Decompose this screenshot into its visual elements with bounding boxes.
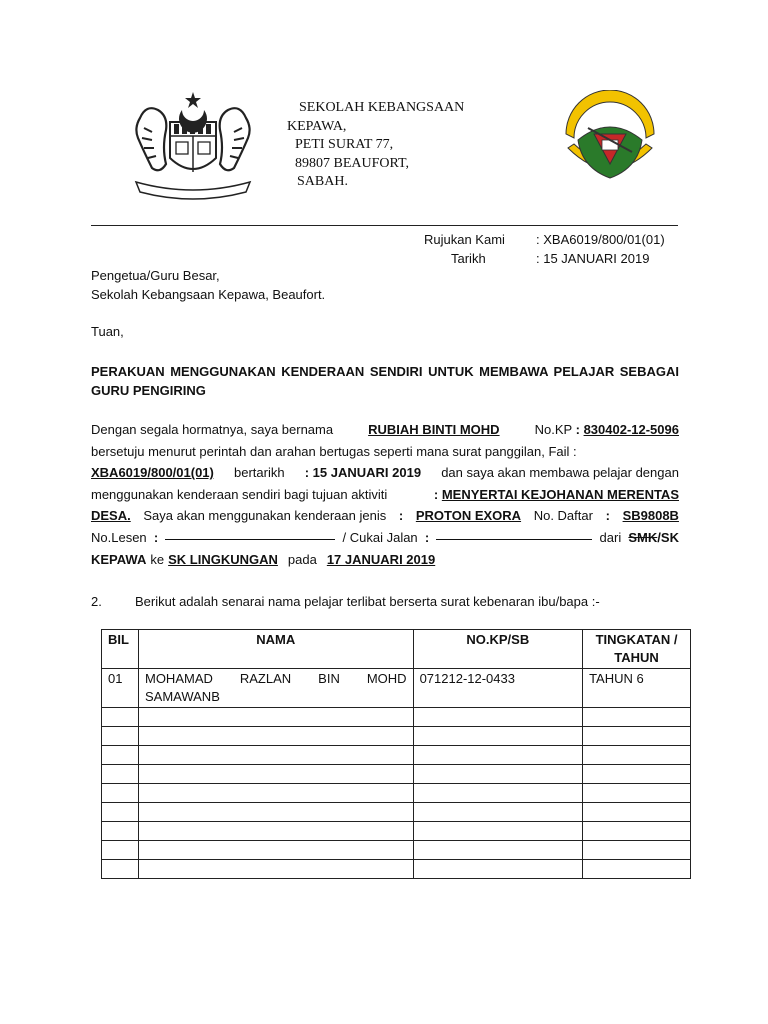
ref-label: Rujukan Kami	[424, 232, 505, 247]
kp-colon: :	[575, 422, 580, 437]
table-row-empty	[102, 708, 691, 727]
on-label: pada	[287, 551, 317, 567]
table-row-empty	[102, 860, 691, 879]
empty-cell[interactable]	[102, 841, 139, 860]
empty-cell[interactable]	[138, 841, 413, 860]
date-value: : 15 JANUARI 2019	[536, 251, 650, 266]
roadtax-blank[interactable]	[436, 527, 592, 540]
para-text	[91, 441, 679, 463]
table-row-empty	[102, 746, 691, 765]
coat-of-arms-icon	[122, 88, 264, 206]
empty-cell[interactable]	[413, 784, 583, 803]
table-row-empty	[102, 765, 691, 784]
address-line: SEKOLAH KEBANGSAAN	[299, 100, 465, 115]
empty-cell[interactable]	[102, 708, 139, 727]
name-line-1	[145, 670, 407, 688]
para-text: Dengan segala hormatnya, saya bernama	[91, 422, 334, 437]
empty-cell[interactable]	[583, 746, 691, 765]
empty-cell[interactable]	[138, 822, 413, 841]
kp-value: 830402-12-5096	[583, 422, 679, 437]
reference-block	[424, 230, 665, 268]
activity-colon: :	[433, 486, 439, 502]
empty-cell[interactable]	[583, 822, 691, 841]
school-logo-icon	[558, 90, 662, 196]
destination-school: SK LINGKUNGAN	[168, 551, 278, 567]
empty-cell[interactable]	[583, 860, 691, 879]
activity-name: MENYERTAI KEJOHANAN MERENTAS	[441, 486, 679, 502]
name-word: BIN	[318, 671, 340, 686]
empty-cell[interactable]	[583, 727, 691, 746]
header-nama: NAMA	[138, 630, 413, 669]
cell-kp: 071212-12-0433	[413, 669, 583, 708]
empty-cell[interactable]	[138, 746, 413, 765]
empty-cell[interactable]	[413, 765, 583, 784]
cell-nama	[138, 669, 413, 708]
header-kp: NO.KP/SB	[413, 630, 583, 669]
empty-cell[interactable]	[102, 765, 139, 784]
table-row-empty	[102, 727, 691, 746]
vehicle-reg-no: SB9808B	[622, 508, 679, 524]
empty-cell[interactable]	[583, 765, 691, 784]
licence-label: No.Lesen	[91, 529, 147, 545]
from-rest: /SK	[657, 529, 679, 545]
cell-bil: 01	[102, 669, 139, 708]
para-text: Saya akan menggunakan kenderaan jenis	[143, 508, 387, 524]
address-line: PETI SURAT 77,	[295, 137, 394, 152]
empty-cell[interactable]	[413, 727, 583, 746]
empty-cell[interactable]	[102, 860, 139, 879]
address-line: 89807 BEAUFORT,	[295, 155, 410, 171]
table-row-empty	[102, 803, 691, 822]
activity-name-cont: DESA.	[91, 508, 131, 524]
empty-cell[interactable]	[102, 727, 139, 746]
empty-cell[interactable]	[413, 841, 583, 860]
empty-cell[interactable]	[102, 803, 139, 822]
name-word: RAZLAN	[239, 671, 292, 686]
empty-cell[interactable]	[138, 784, 413, 803]
empty-cell[interactable]	[413, 708, 583, 727]
roadtax-colon: :	[424, 529, 430, 545]
salutation: Tuan,	[91, 324, 124, 339]
empty-cell[interactable]	[138, 708, 413, 727]
name-word: MOHAMAD	[144, 671, 213, 686]
addressee-line: Sekolah Kebangsaan Kepawa, Beaufort.	[91, 287, 326, 302]
empty-cell[interactable]	[583, 841, 691, 860]
file-number: XBA6019/800/01(01)	[91, 465, 214, 481]
para-text: menggunakan kenderaan sendiri bagi tujuan aktiviti	[91, 486, 388, 502]
name-word: MOHD	[366, 671, 407, 686]
table-row-empty	[102, 822, 691, 841]
from-label: dari	[599, 529, 622, 545]
point-number: 2.	[91, 594, 102, 609]
para-text: bersetuju menurut perintah dan arahan bertugas seperti mana surat panggilan, Fail :	[91, 443, 577, 459]
reg-colon: :	[605, 508, 610, 524]
table-row-empty	[102, 841, 691, 860]
addressee-line: Pengetua/Guru Besar,	[91, 268, 220, 283]
point-text: Berikut adalah senarai nama pelajar terlibat berserta surat kebenaran ibu/bapa :-	[135, 594, 600, 609]
school-address	[287, 99, 527, 192]
teacher-name: RUBIAH BINTI MOHD	[368, 422, 500, 437]
vehicle-colon: :	[398, 508, 404, 524]
address-line: SABAH.	[297, 174, 348, 189]
header-tingkatan: TINGKATAN / TAHUN	[583, 630, 691, 669]
empty-cell[interactable]	[102, 784, 139, 803]
empty-cell[interactable]	[413, 746, 583, 765]
vehicle-type: PROTON EXORA	[415, 508, 522, 524]
empty-cell[interactable]	[102, 822, 139, 841]
para-text: bertarikh	[234, 465, 285, 481]
empty-cell[interactable]	[583, 708, 691, 727]
roadtax-label: / Cukai Jalan	[342, 529, 418, 545]
empty-cell[interactable]	[413, 803, 583, 822]
letter-date: : 15 JANUARI 2019	[304, 465, 422, 481]
table-row-empty	[102, 784, 691, 803]
empty-cell[interactable]	[583, 803, 691, 822]
header-divider	[91, 225, 678, 226]
name-line-2: SAMAWANB	[144, 689, 220, 704]
empty-cell[interactable]	[413, 860, 583, 879]
licence-blank[interactable]	[165, 527, 335, 540]
empty-cell[interactable]	[138, 727, 413, 746]
reg-label: No. Daftar	[533, 508, 593, 524]
empty-cell[interactable]	[138, 803, 413, 822]
kp-label: No.KP	[534, 422, 572, 437]
letter-subject: PERAKUAN MENGGUNAKAN KENDERAAN SENDIRI UNTUK MEMBAWA PELAJAR SEBAGAI GURU PENGIRING	[91, 364, 679, 398]
trip-date: 17 JANUARI 2019	[326, 551, 436, 567]
table-header-row	[102, 630, 691, 669]
from-school: KEPAWA	[91, 551, 147, 567]
licence-colon: :	[153, 529, 159, 545]
empty-cell[interactable]	[583, 784, 691, 803]
empty-cell[interactable]	[138, 765, 413, 784]
point-2	[91, 592, 600, 611]
empty-cell[interactable]	[102, 746, 139, 765]
date-label: Tarikh	[451, 251, 486, 266]
addressee	[91, 266, 679, 304]
header-bil: BIL	[102, 630, 139, 669]
ref-value: : XBA6019/800/01(01)	[536, 232, 665, 247]
from-struck: SMK	[628, 529, 658, 545]
to-label: ke	[150, 551, 165, 567]
address-line: KEPAWA,	[287, 118, 347, 134]
table-row	[102, 669, 691, 708]
empty-cell[interactable]	[138, 860, 413, 879]
body-paragraph	[91, 419, 679, 570]
student-table	[101, 629, 691, 879]
empty-cell[interactable]	[413, 822, 583, 841]
para-text: dan saya akan membawa pelajar dengan	[441, 465, 679, 481]
cell-tingkatan: TAHUN 6	[583, 669, 691, 708]
